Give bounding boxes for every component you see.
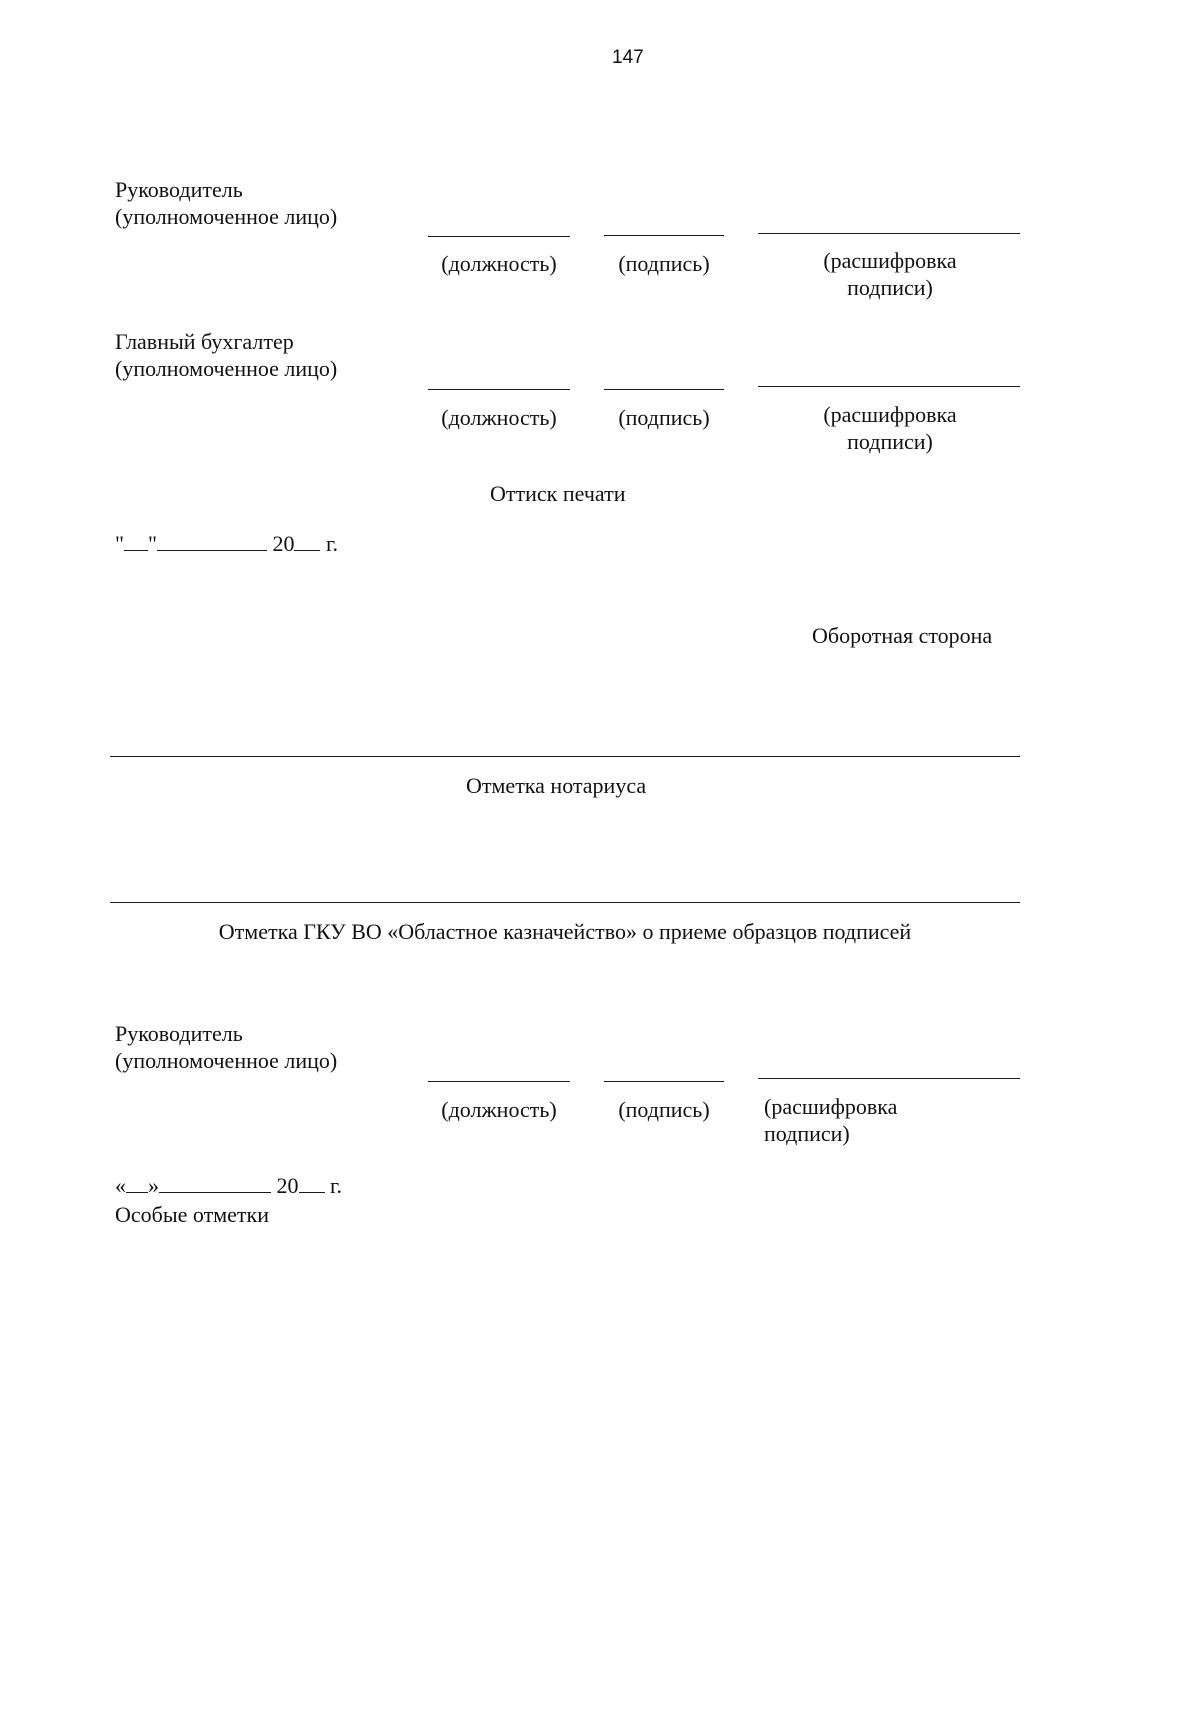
- treasury-divider: [110, 902, 1020, 903]
- date-field[interactable]: [115, 1172, 342, 1200]
- decode-caption-1: (расшифровка: [823, 248, 957, 273]
- name-decode-line[interactable]: [758, 386, 1020, 387]
- name-decode-line[interactable]: [758, 233, 1020, 234]
- signature-line[interactable]: [604, 235, 724, 236]
- treasury-mark-label: Отметка ГКУ ВО «Областное казначейство» о приеме образцов подписей: [218, 919, 912, 944]
- year-prefix: 20: [272, 531, 295, 556]
- decode-caption-1: (расшифровка: [823, 402, 957, 427]
- signature-line[interactable]: [604, 1081, 724, 1082]
- signature-caption: (подпись): [618, 1097, 710, 1122]
- decode-caption-2: подписи): [847, 275, 933, 300]
- decode-caption-2: подписи): [847, 429, 933, 454]
- year-suffix: г.: [325, 531, 339, 556]
- year-prefix: 20: [276, 1173, 299, 1198]
- position-line[interactable]: [428, 1081, 570, 1082]
- date-close-quote: ": [147, 531, 157, 556]
- role-subtitle: (уполномоченное лицо): [115, 204, 338, 229]
- month-blank[interactable]: [157, 530, 267, 551]
- role-subtitle: (уполномоченное лицо): [115, 1048, 338, 1073]
- role-title: Руководитель: [115, 177, 243, 202]
- date-close-quote: »: [148, 1173, 159, 1198]
- day-blank[interactable]: [126, 1172, 148, 1193]
- position-caption: (должность): [441, 251, 557, 276]
- notary-mark-label: Отметка нотариуса: [466, 773, 647, 798]
- date-open-quote: ": [115, 531, 124, 556]
- position-caption: (должность): [441, 1097, 557, 1122]
- year-suffix: г.: [330, 1173, 343, 1198]
- name-decode-line[interactable]: [758, 1078, 1020, 1079]
- decode-caption-1: (расшифровка: [764, 1094, 898, 1119]
- signature-caption: (подпись): [618, 251, 710, 276]
- signature-caption: (подпись): [618, 405, 710, 430]
- date-open-quote: «: [115, 1173, 126, 1198]
- role-title: Руководитель: [115, 1021, 243, 1046]
- role-title: Главный бухгалтер: [115, 329, 294, 354]
- reverse-side-label: Оборотная сторона: [812, 623, 993, 648]
- year-blank[interactable]: [294, 530, 320, 551]
- position-caption: (должность): [441, 405, 557, 430]
- month-blank[interactable]: [159, 1172, 271, 1193]
- date-field[interactable]: [115, 530, 338, 558]
- day-blank[interactable]: [124, 530, 148, 551]
- position-line[interactable]: [428, 389, 570, 390]
- position-line[interactable]: [428, 236, 570, 237]
- role-subtitle: (уполномоченное лицо): [115, 356, 338, 381]
- stamp-label: Оттиск печати: [490, 481, 626, 506]
- signature-line[interactable]: [604, 389, 724, 390]
- decode-caption-2: подписи): [764, 1121, 850, 1146]
- special-marks-label: Особые отметки: [115, 1202, 269, 1227]
- page-number: 147: [612, 47, 644, 68]
- notary-divider: [110, 756, 1020, 757]
- year-blank[interactable]: [299, 1172, 325, 1193]
